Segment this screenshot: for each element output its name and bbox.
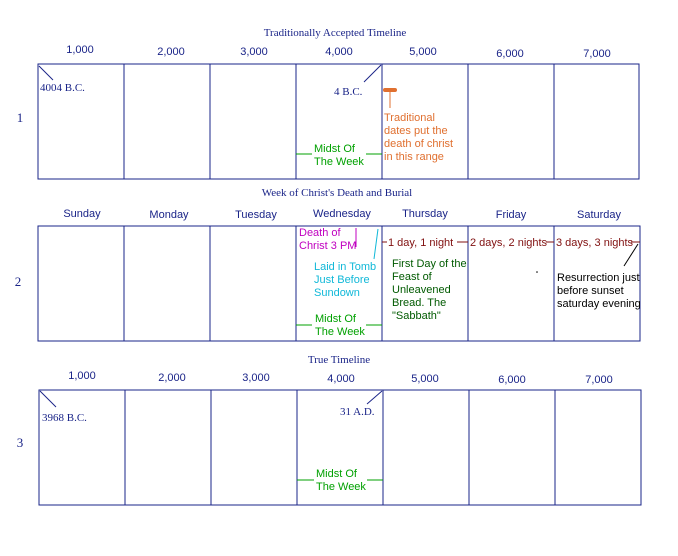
- diagram1-trad-line3: death of christ: [384, 138, 454, 150]
- diagram2-tomb-line1: Laid in Tomb: [314, 261, 377, 273]
- diagram2-feast-line2: Feast of: [392, 271, 432, 283]
- diagram2-midst-line2: The Week: [315, 326, 365, 338]
- diagram3-col-7: 7,000: [585, 374, 613, 386]
- diagram1-start-pointer: [39, 66, 53, 80]
- diagram-true-timeline: [17, 354, 641, 505]
- diagram3-col-6: 6,000: [498, 374, 526, 386]
- diagram2-midst-of-week: [296, 313, 382, 338]
- diagram1-col-3: 3,000: [240, 46, 268, 58]
- diagram3-col-1: 1,000: [68, 370, 96, 382]
- diagram1-column-labels: [66, 44, 611, 60]
- diagram1-title: Traditionally Accepted Timeline: [263, 27, 407, 39]
- diagram3-midst-of-week: [297, 468, 383, 493]
- diagram2-row-label: 2: [14, 274, 22, 289]
- diagram2-dot-mark: [536, 271, 538, 273]
- diagram2-count-2: 2 days, 2 nights: [470, 237, 548, 249]
- diagram2-col-sunday: Sunday: [63, 208, 101, 220]
- diagram3-col-2: 2,000: [158, 372, 186, 384]
- diagram2-res-line3: saturday evening: [557, 298, 641, 310]
- diagram-week-of-death-and-burial: [15, 187, 641, 341]
- diagram2-res-line2: before sunset: [557, 285, 624, 297]
- diagram1-midst-line2: The Week: [314, 156, 364, 168]
- diagram2-column-labels: [63, 208, 621, 221]
- diagram2-midst-line1: Midst Of: [315, 313, 356, 325]
- diagram3-col-3: 3,000: [242, 372, 270, 384]
- diagram2-death-of-christ: [299, 227, 356, 252]
- diagram2-col-thursday: Thursday: [402, 208, 448, 220]
- diagram2-col-friday: Friday: [495, 209, 527, 221]
- diagram2-feast-line5: "Sabbath": [392, 310, 441, 322]
- diagram2-day-night-counts: [382, 237, 640, 249]
- diagram3-ad-label: 31 A.D.: [340, 406, 375, 418]
- diagram1-col-1: 1,000: [66, 44, 94, 56]
- diagram2-col-saturday: Saturday: [576, 209, 622, 221]
- diagram3-title: True Timeline: [307, 354, 371, 366]
- diagram3-col-4: 4,000: [327, 373, 355, 385]
- diagram3-start-label: 3968 B.C.: [42, 412, 87, 424]
- diagram1-midst-line1: Midst Of: [314, 143, 355, 155]
- diagram2-col-monday: Monday: [149, 209, 189, 221]
- diagram3-start-pointer: [40, 391, 56, 407]
- diagram2-tomb-line2: Just Before: [314, 274, 370, 286]
- diagram2-res-line1: Resurrection just: [557, 272, 640, 284]
- diagram2-resurrection-note: [557, 244, 641, 310]
- diagram1-row-label: 1: [16, 110, 24, 125]
- diagram3-column-labels: [68, 370, 613, 386]
- diagram1-bc-pointer: [364, 65, 381, 82]
- diagram3-midst-line1: Midst Of: [316, 468, 357, 480]
- diagram3-col-5: 5,000: [411, 373, 439, 385]
- diagram3-row-label: 3: [16, 435, 24, 450]
- diagram2-feast-line3: Unleavened: [392, 284, 451, 296]
- diagram1-midst-of-week: [296, 143, 382, 168]
- diagram1-col-2: 2,000: [157, 46, 185, 58]
- diagram2-feast-line4: Bread. The: [392, 297, 447, 309]
- diagram2-count-1: 1 day, 1 night: [388, 237, 454, 249]
- diagram3-midst-line2: The Week: [316, 481, 366, 493]
- diagram2-tomb-line3: Sundown: [314, 287, 360, 299]
- diagram1-col-5: 5,000: [409, 46, 437, 58]
- diagram-traditional-timeline: [17, 27, 639, 179]
- diagram1-col-6: 6,000: [496, 48, 524, 60]
- diagram2-title: Week of Christ's Death and Burial: [261, 187, 413, 199]
- diagram1-traditional-range: [384, 90, 453, 163]
- diagram1-trad-line1: Traditional: [384, 112, 435, 124]
- diagram3-ad-pointer: [367, 391, 382, 404]
- diagram2-feast-note: [392, 258, 467, 322]
- diagram1-col-4: 4,000: [325, 46, 353, 58]
- diagram1-col-7: 7,000: [583, 48, 611, 60]
- diagram2-death-line1: Death of: [299, 227, 341, 239]
- diagram2-count-3: 3 days, 3 nights: [556, 237, 634, 249]
- diagram1-trad-line2: dates put the: [384, 125, 448, 137]
- diagram1-bc-label: 4 B.C.: [334, 86, 363, 98]
- diagram2-death-line2: Christ 3 PM: [299, 240, 357, 252]
- diagram2-col-wednesday: Wednesday: [313, 208, 371, 220]
- diagram1-start-label: 4004 B.C.: [40, 82, 85, 94]
- diagram2-feast-line1: First Day of the: [392, 258, 467, 270]
- diagram2-col-tuesday: Tuesday: [235, 209, 277, 221]
- diagram1-trad-line4: in this range: [384, 151, 444, 163]
